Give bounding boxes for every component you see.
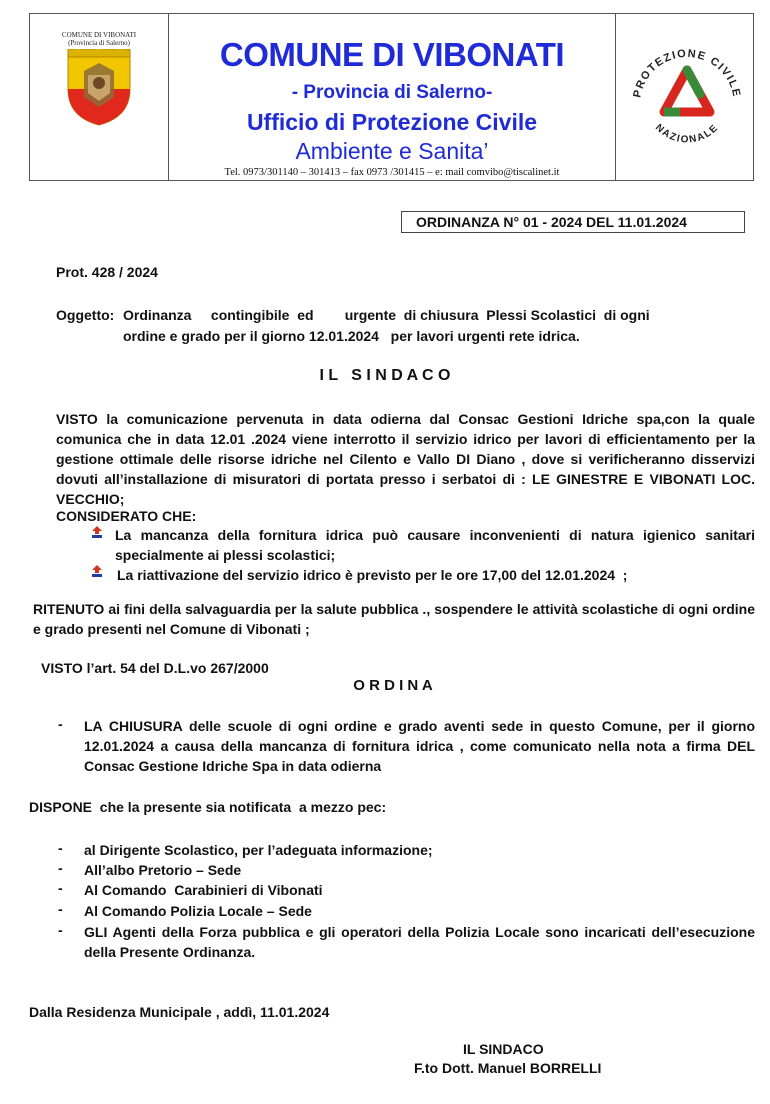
closing-line: Dalla Residenza Municipale , addì, 11.01.2024 — [29, 1004, 330, 1020]
dispone-item: Al Comando Carabinieri di Vibonati — [84, 882, 323, 898]
dispone-line: DISPONE che la presente sia notificata a mezzo pec: — [29, 799, 387, 815]
signature-title: IL SINDACO — [463, 1041, 544, 1057]
list-dash: - — [58, 840, 63, 856]
subject-line: ordine e grado per il giorno 12.01.2024 per lavori urgenti rete idrica. — [123, 328, 580, 344]
municipality-title: COMUNE DI VIBONATI — [219, 36, 565, 73]
province-line: - Provincia di Salerno- — [291, 82, 493, 103]
subject-line: Ordinanza contingibile ed urgente di chiusura Plessi Scolastici di ogni — [123, 307, 650, 323]
dispone-item: All’albo Pretorio – Sede — [84, 862, 242, 878]
letterhead — [29, 13, 754, 181]
list-dash: - — [58, 880, 63, 896]
ritenuto-paragraph: RITENUTO ai fini della salvaguardia per la salute pubblica ., sospendere le attività scolastiche di ogni ordine e grado presenti nel Comune di Vibonati ; — [33, 601, 755, 637]
heading-ordina: O R D I N A — [353, 677, 433, 694]
list-dash: - — [58, 860, 63, 876]
protezione-civile-logo-icon — [624, 34, 750, 160]
protocol-number: Prot. 428 / 2024 — [56, 264, 158, 280]
letterhead-divider — [615, 14, 616, 180]
ordina-item: LA CHIUSURA delle scuole di ogni ordine e grado aventi sede in questo Comune, per il giorno 12.01.2024 a causa della mancanza di fornitura idrica , come comunicato nella nota a firma DEL Consac Gestione Idriche Spa in data odierna — [84, 718, 755, 774]
office-line: Ufficio di Protezione Civile — [246, 109, 538, 135]
list-dash: - — [58, 716, 63, 732]
municipal-crest-icon — [64, 49, 134, 127]
list-dash: - — [58, 901, 63, 917]
list-dash: - — [58, 922, 63, 938]
dispone-item: GLI Agenti della Forza pubblica e gli operatori della Polizia Locale sono incaricati dell’esecuzione della Presente Ordinanza. — [84, 924, 755, 960]
svg-text:NAZIONALE: NAZIONALE — [652, 122, 722, 146]
considerato-item: La mancanza della fornitura idrica può causare inconvenienti di natura igienico sanitari specialmente ai plessi scolastici; — [115, 527, 755, 563]
subject-label: Oggetto: — [56, 307, 115, 323]
department-line: Ambiente e Sanita’ — [295, 138, 489, 164]
contacts-line: Tel. 0973/301140 – 301413 – fax 0973 /301415 – e: mail comvibo@tiscalinet.it — [224, 167, 560, 178]
dispone-item: Al Comando Polizia Locale – Sede — [84, 903, 312, 919]
considerato-item: La riattivazione del servizio idrico è previsto per le ore 17,00 del 12.01.2024 ; — [117, 567, 628, 583]
heading-il-sindaco: I L S I N D A C O — [319, 367, 451, 384]
bullet-arrow-icon — [91, 526, 103, 539]
svg-text:PROTEZIONE CIVILE: PROTEZIONE CIVILE — [631, 47, 743, 99]
crest-caption: COMUNE DI VIBONATI — [61, 31, 137, 39]
visto-paragraph: VISTO la comunicazione pervenuta in data odierna dal Consac Gestioni Idriche spa,con la quale comunica che in data 12.01 .2024 viene interrotto il servizio idrico per lavori di efficientamento per la gestione ottimale delle risorse idriche nel Cilento e Vallo DI Diano , dove si verificheranno disservizi dovuti all’installazione di misuratori di portata presso i serbatoi di : LE GINESTRE E VIBONATI LOC. VECCHIO; — [56, 411, 755, 507]
considerato-label: CONSIDERATO CHE: — [56, 508, 197, 524]
signature-name: F.to Dott. Manuel BORRELLI — [414, 1060, 602, 1076]
ordinance-reference: ORDINANZA N° 01 - 2024 DEL 11.01.2024 — [401, 211, 745, 233]
crest-caption: (Provincia di Salerno) — [68, 39, 130, 47]
dispone-item: al Dirigente Scolastico, per l’adeguata informazione; — [84, 842, 433, 858]
visto-art: VISTO l’art. 54 del D.L.vo 267/2000 — [41, 660, 269, 676]
bullet-arrow-icon — [91, 565, 103, 578]
